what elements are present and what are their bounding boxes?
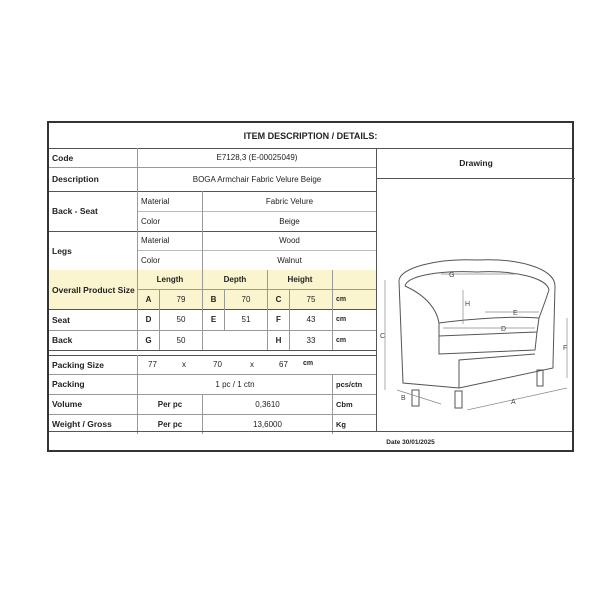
front-right-leg: [455, 391, 462, 408]
back-seat-color-value: Beige: [202, 211, 376, 231]
front-left-leg: [412, 390, 419, 406]
packing-size-values: [137, 355, 377, 374]
volume-per: Per pc: [137, 394, 202, 414]
back-seat-material-row: [137, 191, 376, 212]
size-header-row: [137, 270, 376, 290]
back-g-value: 50: [159, 330, 202, 350]
size-values-row: [137, 289, 376, 309]
size-unit: cm: [332, 289, 376, 309]
code-row: [49, 148, 376, 168]
back-blank-cell: [202, 330, 267, 350]
packing-size-unit: cm: [303, 360, 314, 367]
weight-label: Weight / Gross: [52, 419, 112, 429]
size-a-key: A: [137, 289, 159, 309]
size-header-blank: [332, 270, 376, 289]
legs-row: [49, 231, 376, 271]
back-right-leg: [537, 370, 543, 386]
back-seat-color-row: [137, 211, 376, 231]
code-value: E7128,3 (E-00025049): [137, 148, 376, 167]
description-row: [49, 167, 376, 192]
chair-left-arm-inner: [405, 286, 439, 323]
date-row: [49, 431, 572, 453]
sheet-title: ITEM DESCRIPTION / DETAILS:: [49, 123, 572, 149]
packing-size-row: [49, 355, 376, 375]
length-header: Length: [137, 270, 202, 289]
size-a-value: 79: [159, 289, 202, 309]
back-seat-label: Back - Seat: [52, 206, 98, 216]
chair-back-top: [399, 260, 555, 286]
volume-label: Volume: [52, 399, 83, 409]
back-h-key: H: [267, 330, 289, 350]
chair-right-side: [553, 286, 555, 364]
overall-size-label: Overall Product Size: [52, 284, 135, 295]
packing-size-label: Packing Size: [52, 359, 104, 370]
dim-label-g: G: [449, 272, 455, 279]
dim-label-f: F: [563, 345, 568, 352]
back-seat-material-label: Material: [137, 191, 202, 211]
packing-size-x2: x: [250, 360, 254, 369]
item-details-sheet: [47, 121, 574, 452]
back-label: Back: [52, 335, 73, 345]
back-unit: cm: [332, 330, 376, 350]
drawing-panel: [376, 148, 575, 431]
legs-material-value: Wood: [202, 231, 376, 250]
chair-back-inner: [405, 272, 549, 290]
chair-bottom-edge: [459, 364, 553, 388]
size-b-value: 70: [224, 289, 267, 309]
packing-size-width: 70: [213, 360, 222, 369]
seat-back-edge: [439, 317, 539, 323]
legs-material-row: [137, 231, 376, 251]
dim-label-c: C: [380, 333, 386, 340]
description-value: BOGA Armchair Fabric Velure Beige: [137, 167, 376, 191]
weight-unit: Kg: [332, 414, 376, 434]
seat-f-key: F: [267, 309, 289, 330]
size-c-value: 75: [289, 289, 332, 309]
back-seat-color-label: Color: [137, 211, 202, 231]
seat-d-value: 50: [159, 309, 202, 330]
size-c-key: C: [267, 289, 289, 309]
seat-e-key: E: [202, 309, 224, 330]
back-h-value: 33: [289, 330, 332, 350]
legs-material-label: Material: [137, 231, 202, 250]
volume-unit: Cbm: [332, 394, 376, 414]
weight-per: Per pc: [137, 414, 202, 434]
seat-label: Seat: [52, 314, 70, 325]
seat-unit: cm: [332, 309, 376, 330]
dim-label-e: E: [513, 310, 518, 317]
legs-color-label: Color: [137, 250, 202, 270]
weight-value: 13,6000: [202, 414, 332, 434]
packing-row: [49, 374, 376, 395]
packing-size-x1: x: [182, 360, 186, 369]
dim-label-b: B: [401, 395, 406, 402]
packing-value: 1 pc / 1 ctn: [137, 374, 332, 394]
height-header: Height: [267, 270, 332, 289]
size-b-key: B: [202, 289, 224, 309]
chair-left-side: [399, 281, 459, 388]
packing-size-length: 77: [148, 360, 157, 369]
dim-label-a: A: [511, 399, 516, 406]
seat-row: [49, 309, 376, 331]
date-text: Date 30/01/2025: [386, 439, 435, 446]
depth-header: Depth: [202, 270, 267, 289]
legs-color-value: Walnut: [202, 250, 376, 270]
chair-front-base: [459, 354, 535, 388]
seat-d-key: D: [137, 309, 159, 330]
packing-size-height: 67: [279, 360, 288, 369]
chair-right-arm-inner: [539, 290, 549, 318]
code-label: Code: [52, 152, 74, 163]
description-label: Description: [52, 174, 99, 184]
seat-f-value: 43: [289, 309, 332, 330]
overall-size-row: [49, 270, 376, 310]
volume-value: 0,3610: [202, 394, 332, 414]
seat-e-value: 51: [224, 309, 267, 330]
back-g-key: G: [137, 330, 159, 350]
legs-color-row: [137, 250, 376, 270]
volume-row: [49, 394, 376, 415]
legs-label: Legs: [52, 245, 72, 256]
back-row: [49, 330, 376, 351]
dim-line-a: [467, 388, 567, 410]
dim-label-h: H: [465, 301, 471, 308]
back-seat-row: [49, 191, 376, 232]
dim-label-d: D: [501, 326, 507, 333]
back-seat-material-value: Fabric Velure: [202, 191, 376, 211]
packing-label: Packing: [52, 379, 85, 389]
armchair-drawing: [377, 178, 575, 410]
drawing-header: Drawing: [377, 148, 575, 179]
packing-unit: pcs/ctn: [332, 374, 376, 394]
